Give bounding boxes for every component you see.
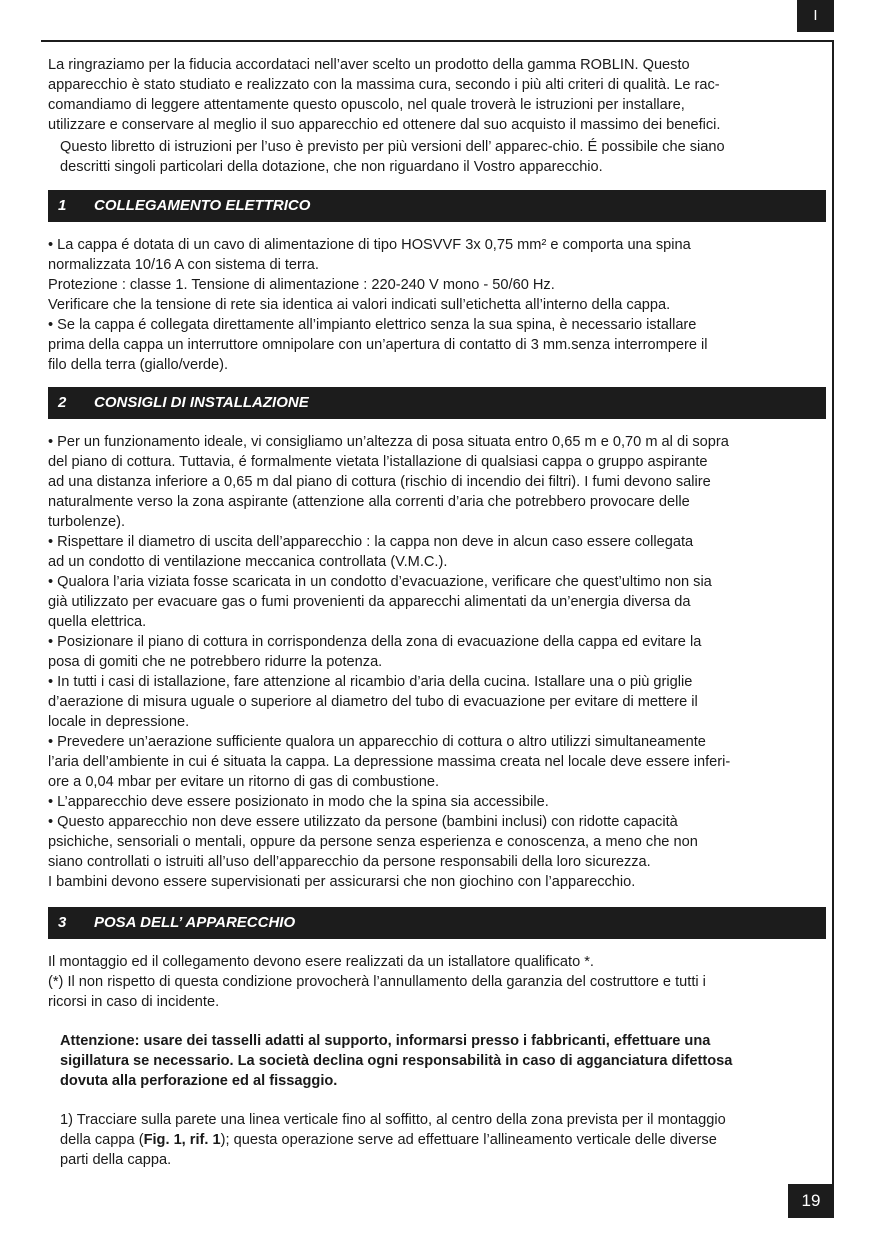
section-header-installation-advice: [48, 387, 826, 419]
frame-right-rule: [832, 40, 834, 1185]
section-header-electrical: [48, 190, 826, 222]
mounting-step-1: [48, 1110, 830, 1170]
text-line: sigillatura se necessario. La società declina ogni responsabilità in caso di agganciatura difettosa: [60, 1053, 733, 1069]
text-line: • Posizionare il piano di cottura in corrispondenza della zona di evacuazione della cappa ed evitare la: [48, 634, 702, 650]
text-line: • Questo apparecchio non deve essere utilizzato da persone (bambini inclusi) con ridotte capacità: [48, 814, 678, 830]
text-line: ore a 0,04 mbar per evitare un ritorno di gas di combustione.: [48, 774, 440, 790]
intro-paragraph: [48, 55, 830, 135]
text-line: comandiamo di leggere attentamente questo opuscolo, nel quale troverà le istruzioni per installare,: [48, 97, 685, 113]
text-line: ad una distanza inferiore a 0,65 m dal piano di cottura (rischio di incendio dei filtri). I fumi devono salire: [48, 474, 711, 490]
mounting-warning: [48, 1031, 830, 1091]
text-line: 1) Tracciare sulla parete una linea verticale fino al soffitto, al centro della zona prevista per il montaggio: [60, 1112, 726, 1128]
figure-reference: Fig. 1, rif. 1: [143, 1132, 221, 1148]
page-content: [48, 55, 830, 1170]
section-body-installation-advice: [48, 432, 830, 892]
text-line: filo della terra (giallo/verde).: [48, 357, 229, 373]
text-line: l’aria dell’ambiente in cui é situata la cappa. La depressione massima creata nel locale deve essere inferi-: [48, 754, 731, 770]
text-line: ricorsi in caso di incidente.: [48, 994, 220, 1010]
text-line: parti della cappa.: [60, 1152, 172, 1168]
text-line: [60, 1130, 830, 1150]
text-line: • Per un funzionamento ideale, vi consigliamo un’altezza di posa situata entro 0,65 m e 0,70 m al di sopra: [48, 434, 729, 450]
language-tab: I: [797, 0, 834, 32]
text-line: • La cappa é dotata di un cavo di alimentazione di tipo HOSVVF 3x 0,75 mm² e comporta una spina: [48, 237, 691, 253]
section-number: 1: [58, 197, 67, 214]
text-line: • Qualora l’aria viziata fosse scaricata in un condotto d’evacuazione, verificare che quest’ultimo non sia: [48, 574, 712, 590]
text-line: Il montaggio ed il collegamento devono esere realizzati da un istallatore qualificato *.: [48, 954, 594, 970]
text-line: Attenzione: usare dei tasselli adatti al supporto, informarsi presso i fabbricanti, effettuare una: [60, 1033, 711, 1049]
text-line: psichiche, sensoriali o mentali, oppure da persone senza esperienza e conoscenza, a meno che non: [48, 834, 698, 850]
section-number: 2: [58, 394, 67, 411]
text-line: La ringraziamo per la fiducia accordataci nell’aver scelto un prodotto della gamma ROBLIN. Questo: [48, 57, 690, 73]
section-body-electrical: [48, 235, 830, 375]
text-line: utilizzare e conservare al meglio il suo apparecchio ed ottenere dal suo acquisto il massimo dei benefici.: [48, 117, 721, 133]
text-line: turbolenze).: [48, 514, 126, 530]
section-title: CONSIGLI DI INSTALLAZIONE: [94, 394, 309, 411]
section-title: POSA DELL’ APPARECCHIO: [94, 914, 296, 931]
page-number: 19: [788, 1184, 834, 1218]
text-fragment: della cappa (: [60, 1132, 144, 1148]
section-body-mounting: [48, 952, 830, 1012]
text-line: • L’apparecchio deve essere posizionato in modo che la spina sia accessibile.: [48, 794, 549, 810]
section-title: COLLEGAMENTO ELETTRICO: [94, 197, 311, 214]
text-line: naturalmente verso la zona aspirante (attenzione alla correnti d’aria che potrebbero provocare delle: [48, 494, 690, 510]
text-line: • Prevedere un’aerazione sufficiente qualora un apparecchio di cottura o altro utilizzi simultaneamente: [48, 734, 706, 750]
text-line: apparecchio è stato studiato e realizzato con la massima cura, secondo i più alti criteri di qualità. Le rac-: [48, 77, 720, 93]
text-line: del piano di cottura. Tuttavia, é formalmente vietata l’istallazione di qualsiasi cappa o gruppo aspirante: [48, 454, 708, 470]
text-line: • In tutti i casi di istallazione, fare attenzione al ricambio d’aria della cucina. Istallare una o più griglie: [48, 674, 693, 690]
text-line: posa di gomiti che ne potrebbero ridurre la potenza.: [48, 654, 383, 670]
text-line: quella elettrica.: [48, 614, 147, 630]
text-line: ad un condotto di ventilazione meccanica controllata (V.M.C.).: [48, 554, 448, 570]
text-fragment: ); questa operazione serve ad effettuare l’allineamento verticale delle diverse: [220, 1132, 717, 1148]
text-line: prima della cappa un interruttore omnipolare con un’apertura di contatto di 3 mm.senza interrompere il: [48, 337, 708, 353]
text-line: siano controllati o istruiti all’uso dell’apparecchio da persone responsabili della loro sicurezza.: [48, 854, 651, 870]
section-number: 3: [58, 914, 67, 931]
text-line: dovuta alla perforazione ed al fissaggio.: [60, 1073, 338, 1089]
text-line: Verificare che la tensione di rete sia identica ai valori indicati sull’etichetta all’interno della cappa.: [48, 297, 671, 313]
text-line: Questo libretto di istruzioni per l’uso è previsto per più versioni dell’ apparec-chio. É possibile che siano: [60, 139, 725, 155]
frame-top-rule: [41, 40, 834, 42]
section-header-mounting: [48, 907, 826, 939]
text-line: descritti singoli particolari della dotazione, che non riguardano il Vostro apparecchio.: [60, 159, 603, 175]
text-line: locale in depressione.: [48, 714, 190, 730]
intro-note: [48, 137, 830, 177]
text-line: d’aerazione di misura uguale o superiore al diametro del tubo di evacuazione per evitare di mettere il: [48, 694, 698, 710]
text-line: normalizzata 10/16 A con sistema di terra.: [48, 257, 319, 273]
text-line: • Se la cappa é collegata direttamente all’impianto elettrico senza la sua spina, è necessario istallare: [48, 317, 697, 333]
text-line: Protezione : classe 1. Tensione di alimentazione : 220-240 V mono - 50/60 Hz.: [48, 277, 555, 293]
text-line: già utilizzato per evacuare gas o fumi provenienti da apparecchi alimentati da un’energia diversa da: [48, 594, 691, 610]
text-line: I bambini devono essere supervisionati per assicurarsi che non giochino con l’apparecchio.: [48, 874, 636, 890]
text-line: • Rispettare il diametro di uscita dell’apparecchio : la cappa non deve in alcun caso essere collegata: [48, 534, 694, 550]
text-line: (*) Il non rispetto di questa condizione provocherà l’annullamento della garanzia del costruttore e tutti i: [48, 974, 706, 990]
